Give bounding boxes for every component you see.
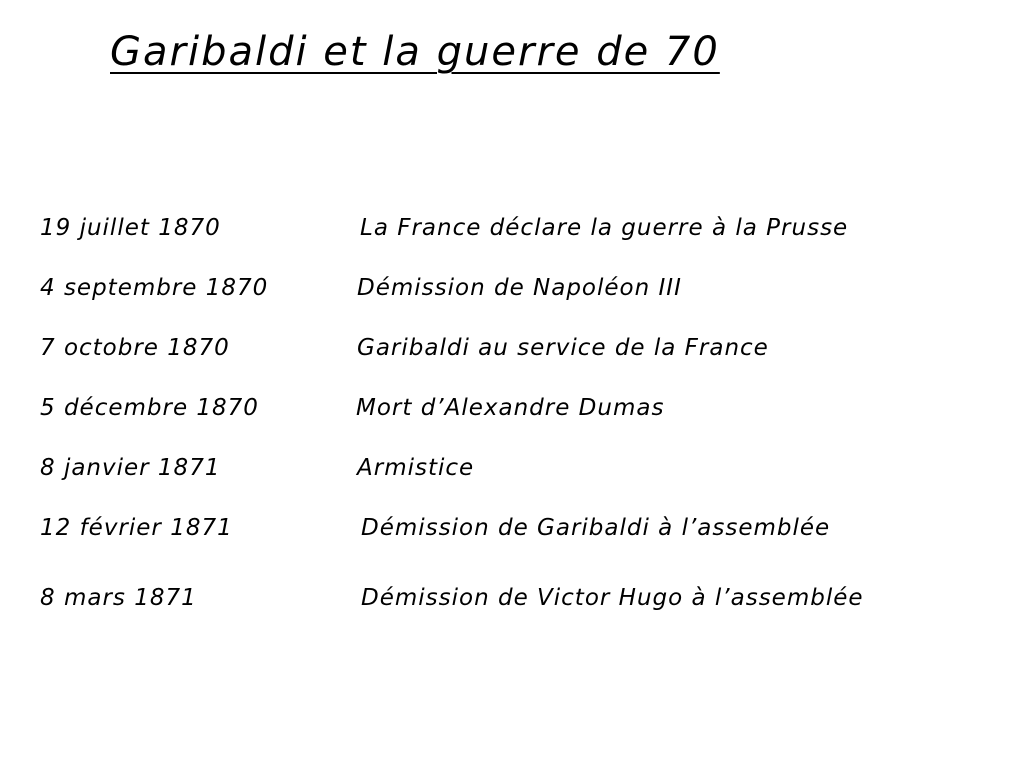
timeline-row	[0, 511, 1024, 545]
page-title: Garibaldi et la guerre de 70	[110, 29, 720, 75]
timeline-row	[0, 271, 1024, 305]
timeline-row	[0, 391, 1024, 425]
timeline-row	[0, 331, 1024, 365]
timeline-row	[0, 211, 1024, 245]
event-description: Démission de Napoléon III	[357, 275, 682, 301]
event-description: Mort d’Alexandre Dumas	[356, 395, 665, 421]
event-date: 4 septembre 1870	[40, 275, 269, 301]
event-description: Armistice	[357, 455, 475, 481]
event-date: 12 février 1871	[40, 515, 233, 541]
event-description: Démission de Victor Hugo à l’assemblée	[361, 585, 864, 611]
event-date: 8 janvier 1871	[40, 455, 221, 481]
timeline-row	[0, 451, 1024, 485]
event-date: 8 mars 1871	[40, 585, 197, 611]
event-date: 5 décembre 1870	[40, 395, 259, 421]
timeline-row	[0, 581, 1024, 615]
event-date: 7 octobre 1870	[40, 335, 230, 361]
event-description: Démission de Garibaldi à l’assemblée	[361, 515, 831, 541]
event-description: Garibaldi au service de la France	[357, 335, 769, 361]
event-date: 19 juillet 1870	[40, 215, 221, 241]
event-description: La France déclare la guerre à la Prusse	[360, 215, 849, 241]
